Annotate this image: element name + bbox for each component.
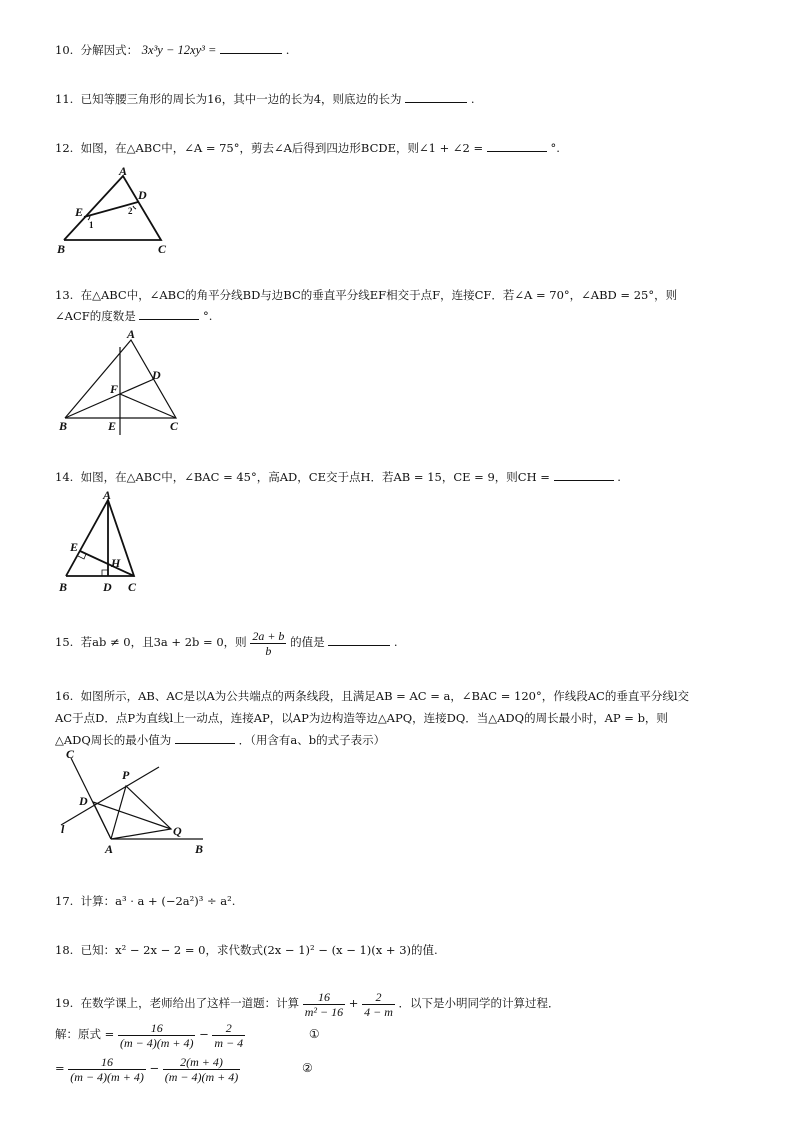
question-text: 如图，在△ABC中，∠A = 75°，剪去∠A后得到四边形BCDE，则∠1 + ∠2 =	[80, 141, 484, 155]
question-17	[55, 893, 235, 909]
question-number: 13.	[55, 288, 74, 302]
punctuation: .	[393, 635, 398, 649]
fraction-a	[118, 1021, 196, 1050]
right-angle-e	[78, 554, 86, 559]
figure-q12	[55, 162, 185, 257]
punctuation: °.	[203, 309, 213, 323]
punctuation: .	[285, 43, 290, 57]
question-15	[55, 627, 398, 658]
numerator: 2	[362, 990, 395, 1005]
figure-q14	[55, 490, 150, 597]
label-f: F	[110, 382, 119, 396]
question-text: 的值是	[290, 635, 325, 649]
operator: −	[149, 1061, 160, 1075]
answer-blank[interactable]	[405, 91, 467, 103]
label-a: A	[127, 327, 136, 341]
answer-blank[interactable]	[328, 634, 390, 646]
label-c: C	[170, 419, 179, 433]
triangle-abc	[66, 500, 134, 576]
label-b: B	[57, 242, 66, 256]
numerator: 2(m + 4)	[163, 1055, 241, 1070]
question-text: 在△ABC中，∠ABC的角平分线BD与边BC的垂直平分线EF相交于点F，连接CF．若∠A = 70°，∠ABD = 25°，则	[80, 288, 678, 302]
denominator: (m − 4)(m + 4)	[119, 1035, 194, 1050]
answer-blank[interactable]	[554, 469, 614, 481]
step-marker-1: ①	[308, 1027, 320, 1041]
denominator: m² − 16	[304, 1004, 344, 1019]
numerator: 16	[303, 990, 345, 1005]
question-text: △ADQ周长的最小值为	[55, 733, 172, 747]
figure-q13	[55, 327, 190, 437]
operator: −	[199, 1027, 209, 1041]
numerator: 16	[118, 1021, 196, 1036]
label-q: Q	[173, 824, 182, 838]
solution-step-2	[55, 1052, 313, 1084]
segment-cf	[120, 394, 176, 418]
answer-blank[interactable]	[139, 308, 199, 320]
question-text: 已知等腰三角形的周长为16，其中一边的长为4，则底边的长为	[80, 92, 402, 106]
fraction	[250, 629, 286, 658]
numerator: 16	[68, 1055, 146, 1070]
question-text: 计算：a³ · a + (−2a²)³ ÷ a².	[80, 894, 236, 908]
label-h: H	[111, 556, 121, 570]
denominator: (m − 4)(m + 4)	[70, 1069, 144, 1084]
math-expression: 3x³y − 12xy³ =	[141, 43, 217, 57]
answer-blank[interactable]	[487, 140, 547, 152]
question-text: 已知：x² − 2x − 2 = 0，求代数式(2x − 1)² − (x − 1)(x + 3)的值.	[80, 943, 438, 957]
question-text: 如图，在△ABC中，∠BAC = 45°，高AD，CE交于点H．若AB = 15，CE = 9，则CH =	[80, 470, 550, 484]
punctuation: .	[470, 92, 475, 106]
punctuation: °.	[550, 141, 560, 155]
question-number: 18.	[55, 943, 74, 957]
label-e: E	[70, 540, 79, 554]
fraction-2	[362, 990, 395, 1019]
label-b: B	[59, 419, 68, 433]
denominator: m − 4	[214, 1035, 244, 1050]
denominator: b	[265, 643, 272, 658]
question-text: ∠ACF的度数是	[55, 309, 136, 323]
label-l: l	[61, 822, 65, 836]
denominator: (m − 4)(m + 4)	[164, 1069, 239, 1084]
fraction-c	[68, 1055, 146, 1084]
label-d: D	[152, 368, 161, 382]
fraction-d	[163, 1055, 241, 1084]
question-number: 11.	[55, 92, 74, 106]
label-c: C	[128, 580, 137, 594]
question-13-line2	[55, 308, 212, 324]
question-19	[55, 987, 560, 1019]
label-p: P	[122, 768, 130, 782]
label-c: C	[66, 747, 75, 761]
label-d: D	[79, 794, 88, 808]
answer-blank[interactable]	[175, 732, 235, 744]
label-a: A	[105, 842, 114, 856]
label-b: B	[59, 580, 68, 594]
angle-2-arc	[133, 206, 136, 209]
operator: +	[348, 996, 359, 1010]
question-text: 若ab ≠ 0，且3a + 2b = 0，则	[80, 635, 247, 649]
question-14	[55, 469, 621, 485]
question-10	[55, 42, 289, 58]
label-d: D	[138, 188, 147, 202]
question-text: ．（用含有a、b的式子表示）	[238, 733, 386, 747]
question-12	[55, 140, 560, 156]
punctuation: .	[617, 470, 621, 484]
operator: =	[55, 1061, 65, 1075]
label-angle-2: 2	[128, 206, 133, 216]
label-e: E	[75, 205, 84, 219]
label-c: C	[158, 242, 167, 256]
fraction-1	[303, 990, 345, 1019]
question-number: 10.	[55, 43, 74, 57]
triangle-apq	[111, 786, 171, 839]
label-angle-1: 1	[89, 220, 94, 230]
question-13-line1	[55, 287, 677, 303]
question-text: 分解因式：	[80, 43, 139, 57]
question-number: 12.	[55, 141, 74, 155]
label-a: A	[103, 490, 112, 502]
question-number: 19.	[55, 996, 74, 1010]
step-marker-2: ②	[301, 1061, 313, 1075]
question-text: 在数学课上，老师给出了这样一道题：计算	[80, 996, 300, 1010]
solution-step-1	[55, 1018, 320, 1050]
question-16-line2	[55, 710, 668, 726]
question-11	[55, 91, 475, 107]
numerator: 2	[212, 1021, 245, 1036]
question-16-line3	[55, 732, 385, 748]
label-a: A	[119, 164, 128, 178]
line-l	[61, 767, 159, 825]
question-text: AC于点D．点P为直线l上一动点，连接AP，以AP为边构造等边△APQ，连接DQ．当△ADQ的周长最小时，AP = b，则	[55, 711, 668, 725]
question-number: 16.	[55, 689, 74, 703]
denominator: 4 − m	[364, 1004, 393, 1019]
question-text: ．以下是小明同学的计算过程．	[398, 996, 560, 1010]
solution-label: 解：原式 =	[55, 1027, 115, 1041]
question-number: 14.	[55, 470, 74, 484]
numerator: 2a + b	[252, 628, 285, 643]
label-e: E	[108, 419, 117, 433]
question-18	[55, 942, 438, 958]
figure-q16	[55, 747, 215, 859]
question-number: 15.	[55, 635, 74, 649]
question-16-line1	[55, 688, 689, 704]
answer-blank[interactable]	[220, 42, 282, 54]
fraction-b	[212, 1021, 245, 1050]
label-d: D	[103, 580, 112, 594]
question-text: 如图所示，AB、AC是以A为公共端点的两条线段，且满足AB = AC = a，∠BAC = 120°，作线段AC的垂直平分线l交	[80, 689, 689, 703]
question-number: 17.	[55, 894, 74, 908]
label-b: B	[195, 842, 204, 856]
